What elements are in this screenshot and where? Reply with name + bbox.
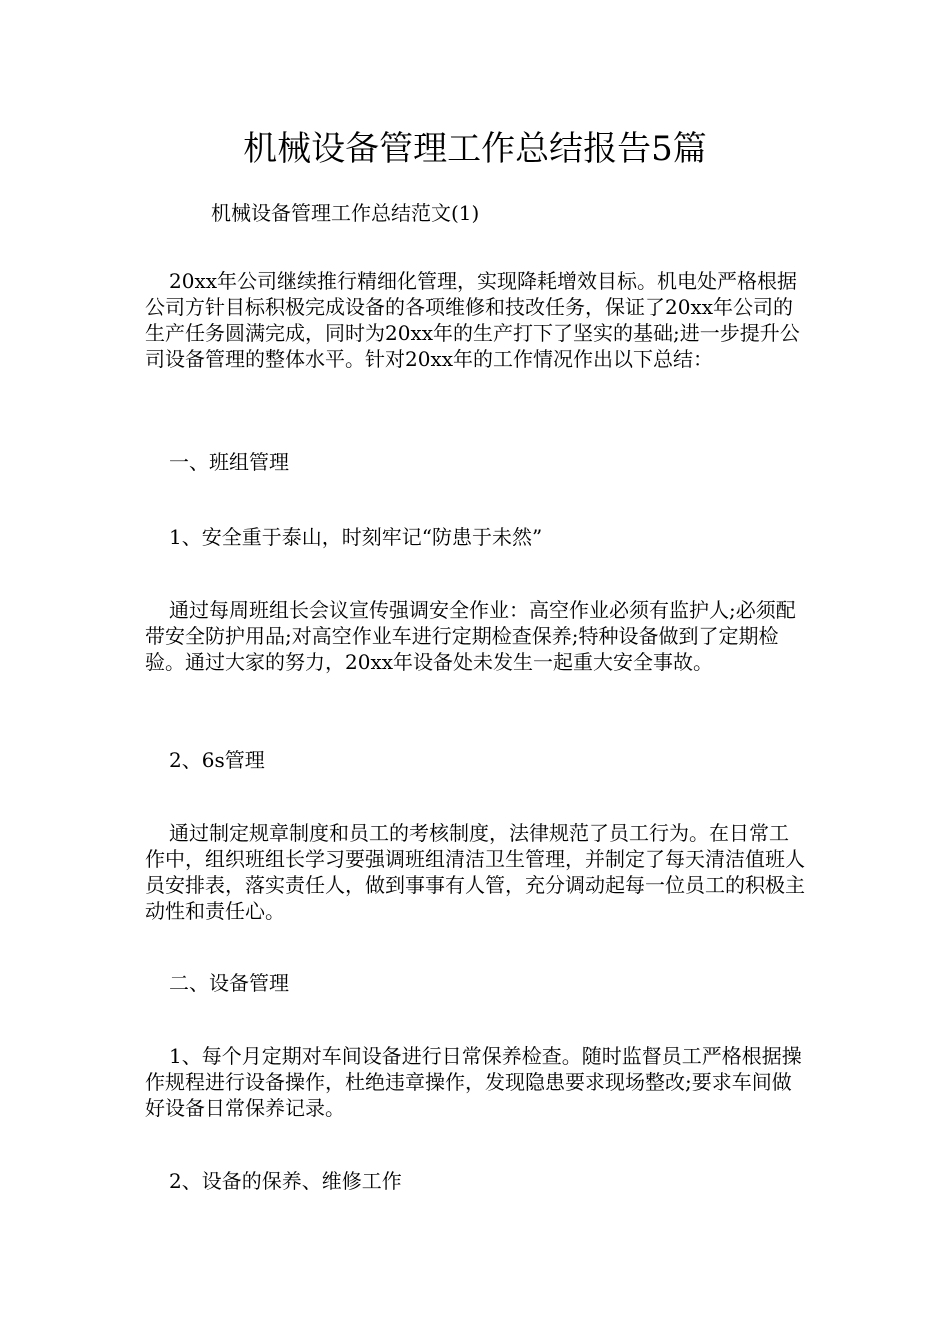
section2-item1-paragraph: 1、每个月定期对车间设备进行日常保养检查。随时监督员工严格根据操作规程进行设备操作，杜绝违章操作，发现隐患要求现场整改;要求车间做好设备日常保养记录。: [145, 1044, 802, 1120]
section2-item2-heading: 2、设备的保养、维修工作: [169, 1169, 402, 1193]
intro-paragraph: 20xx年公司继续推行精细化管理，实现降耗增效目标。机电处严格根据公司方针目标积极完成设备的各项维修和技改任务，保证了20xx年公司的生产任务圆满完成，同时为20xx年的生产打下了坚实的基础;进一步提升公司设备管理的整体水平。针对20xx年的工作情况作出以下总结：: [145, 269, 800, 371]
section1-item1-heading: 1、安全重于泰山，时刻牢记“防患于未然”: [169, 525, 543, 549]
section2-heading: 二、设备管理: [169, 971, 289, 995]
section1-heading: 一、班组管理: [169, 450, 289, 474]
section1-item1-paragraph: 通过每周班组长会议宣传强调安全作业：高空作业必须有监护人;必须配带安全防护用品;对高空作业车进行定期检查保养;特种设备做到了定期检验。通过大家的努力，20xx年设备处未发生一起重大安全事故。: [145, 598, 796, 674]
section1-item2-paragraph: 通过制定规章制度和员工的考核制度，法律规范了员工行为。在日常工作中，组织班组长学习要强调班组清洁卫生管理，并制定了每天清洁值班人员安排表，落实责任人，做到事事有人管，充分调动起每一位员工的积极主动性和责任心。: [145, 821, 805, 923]
section1-item2-heading: 2、6s管理: [169, 748, 265, 772]
document-subtitle: 机械设备管理工作总结范文(1): [211, 201, 480, 225]
document-title: 机械设备管理工作总结报告5篇: [243, 129, 707, 169]
